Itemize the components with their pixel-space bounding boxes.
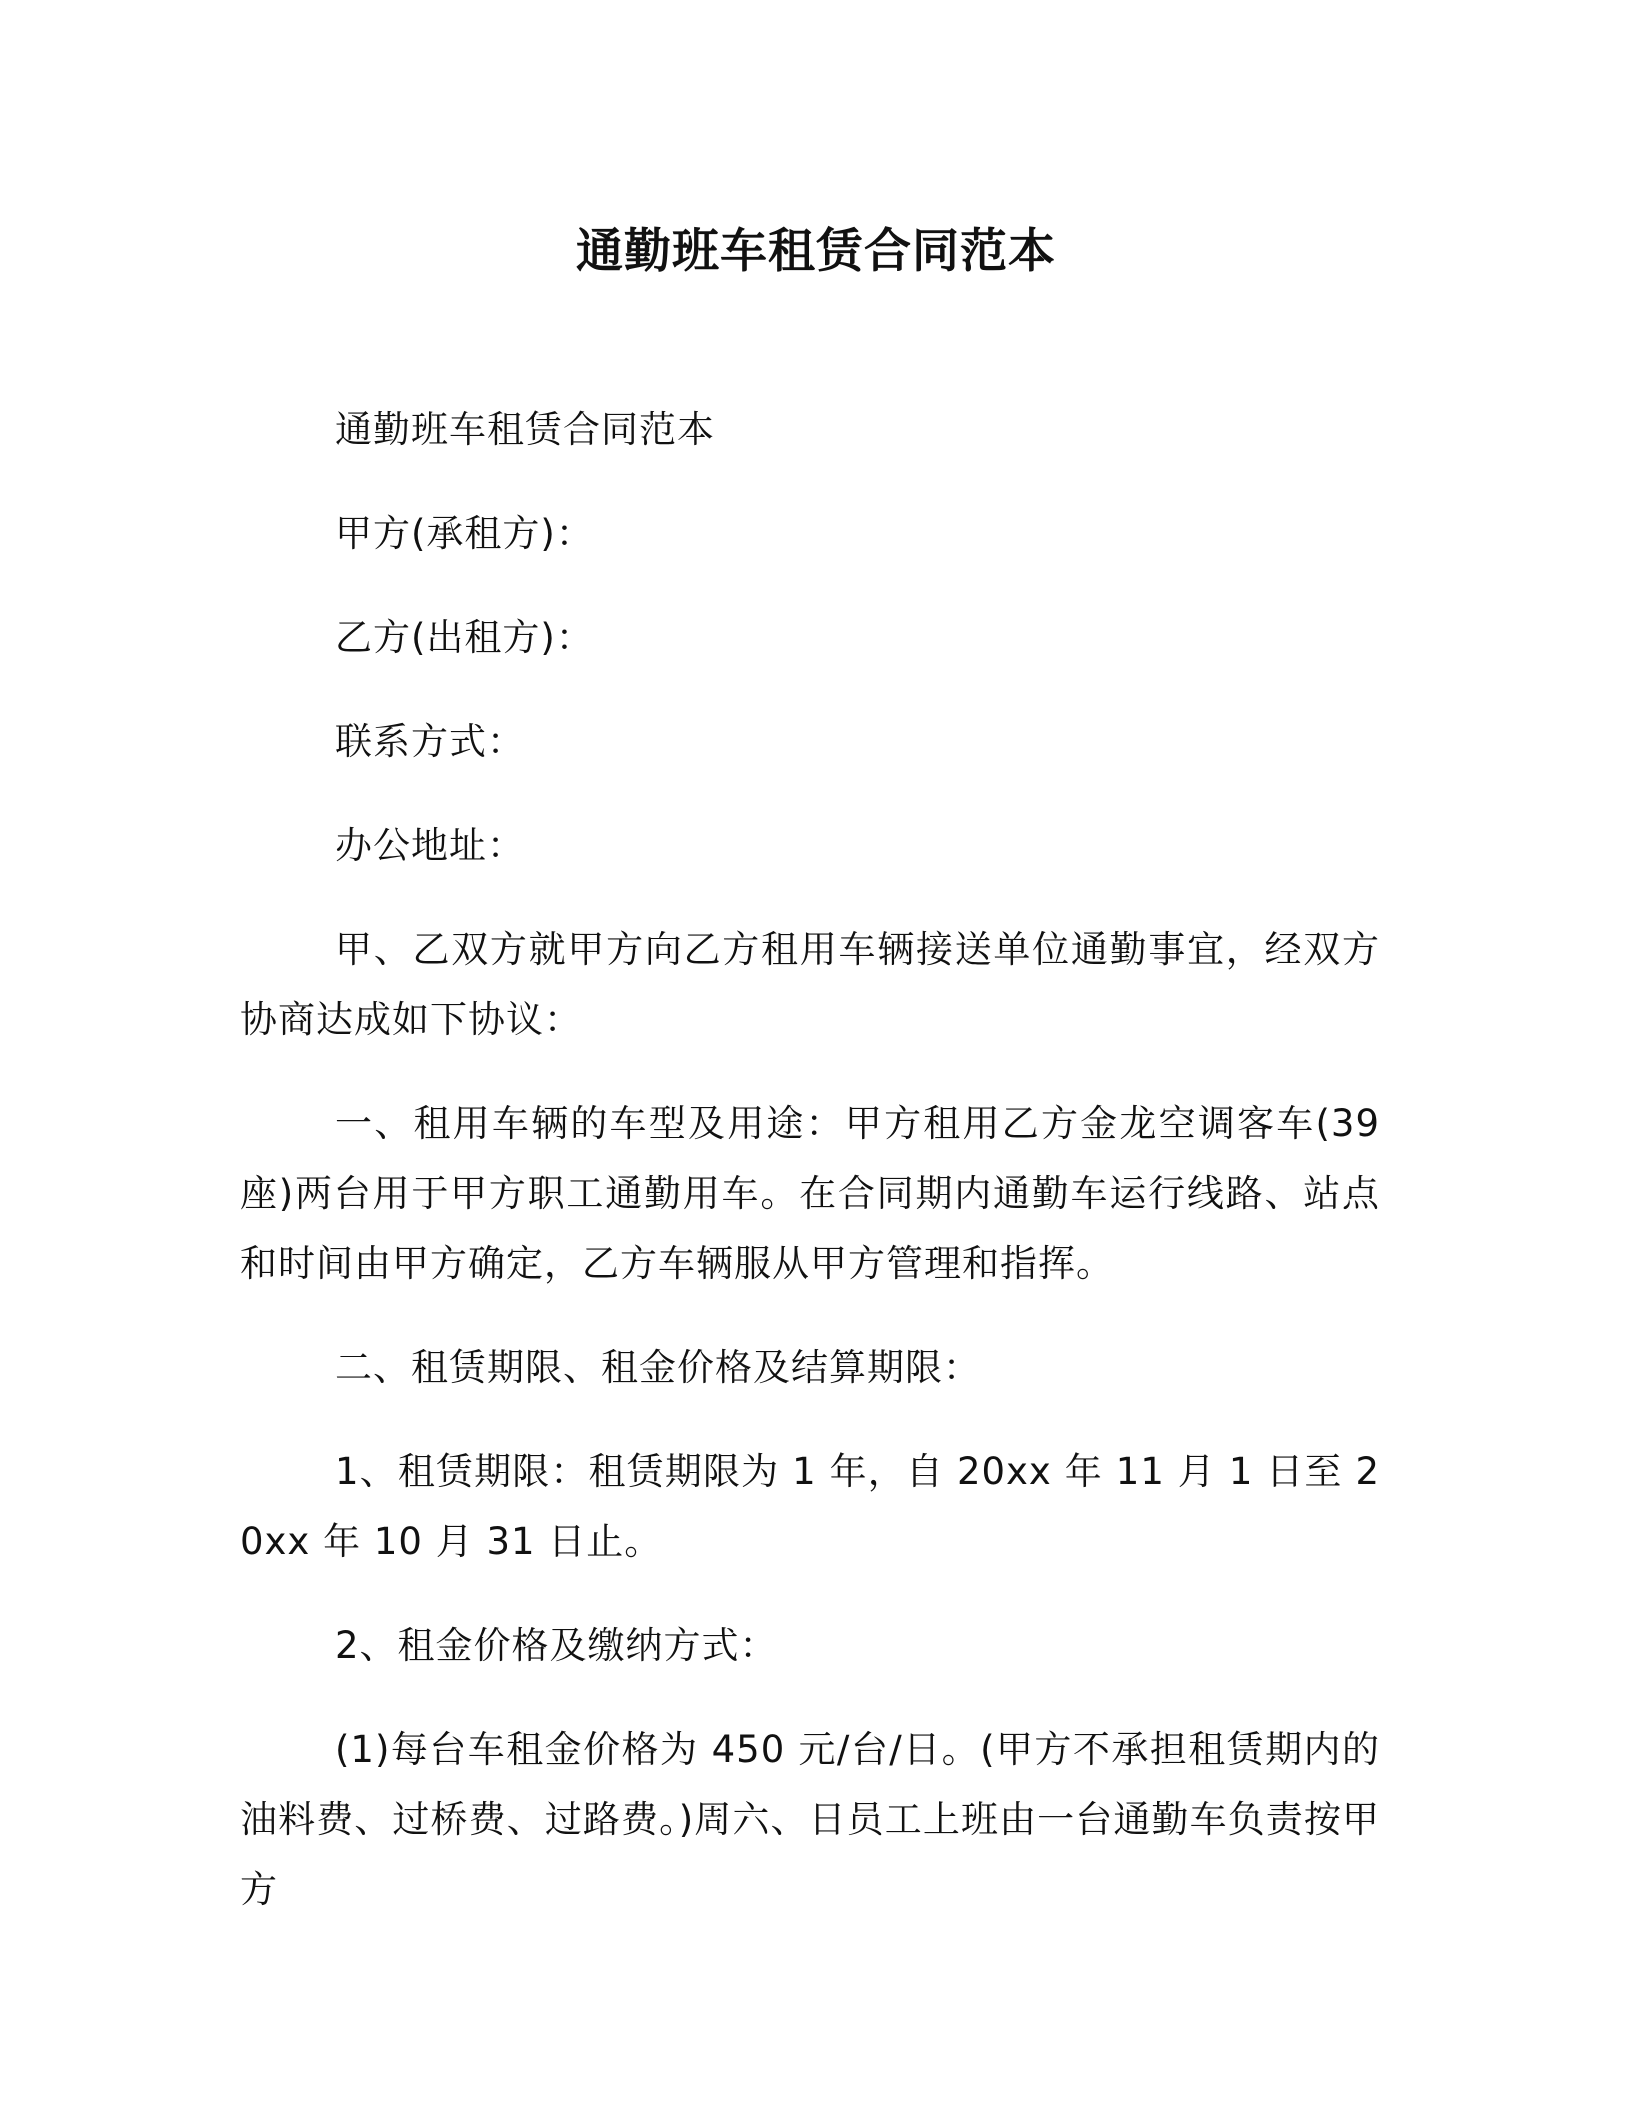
paragraph-clause-2-heading: 二、租赁期限、租金价格及结算期限： — [335, 1346, 981, 1389]
document-body — [240, 395, 1380, 1959]
paragraph-clause-1: 一、租用车辆的车型及用途：甲方租用乙方金龙空调客车(39 座)两台用于甲方职工通勤用车。在合同期内通勤车运行线路、站点和时间由甲方确定，乙方车辆服从甲方管理和指挥。 — [240, 1102, 1380, 1285]
paragraph-subtitle: 通勤班车租赁合同范本 — [335, 408, 715, 451]
paragraph-clause-2-2: 2、租金价格及缴纳方式： — [335, 1624, 778, 1667]
paragraph-preamble: 甲、乙双方就甲方向乙方租用车辆接送单位通勤事宜，经双方协商达成如下协议： — [240, 928, 1380, 1041]
paragraph-party-b: 乙方(出租方)： — [335, 616, 594, 659]
paragraph-contact: 联系方式： — [335, 720, 525, 763]
paragraph-clause-2-1: 1、租赁期限：租赁期限为 1 年，自 20xx 年 11 月 1 日至 20xx 年 10 月 31 日止。 — [240, 1450, 1380, 1563]
paragraph-clause-2-2-1: (1)每台车租金价格为 450 元/台/日。(甲方不承担租赁期内的油料费、过桥费、过路费。)周六、日员工上班由一台通勤车负责按甲方 — [240, 1728, 1380, 1911]
document-title: 通勤班车租赁合同范本 — [576, 224, 1056, 279]
paragraph-party-a: 甲方(承租方)： — [335, 512, 594, 555]
paragraph-address: 办公地址： — [335, 824, 525, 867]
